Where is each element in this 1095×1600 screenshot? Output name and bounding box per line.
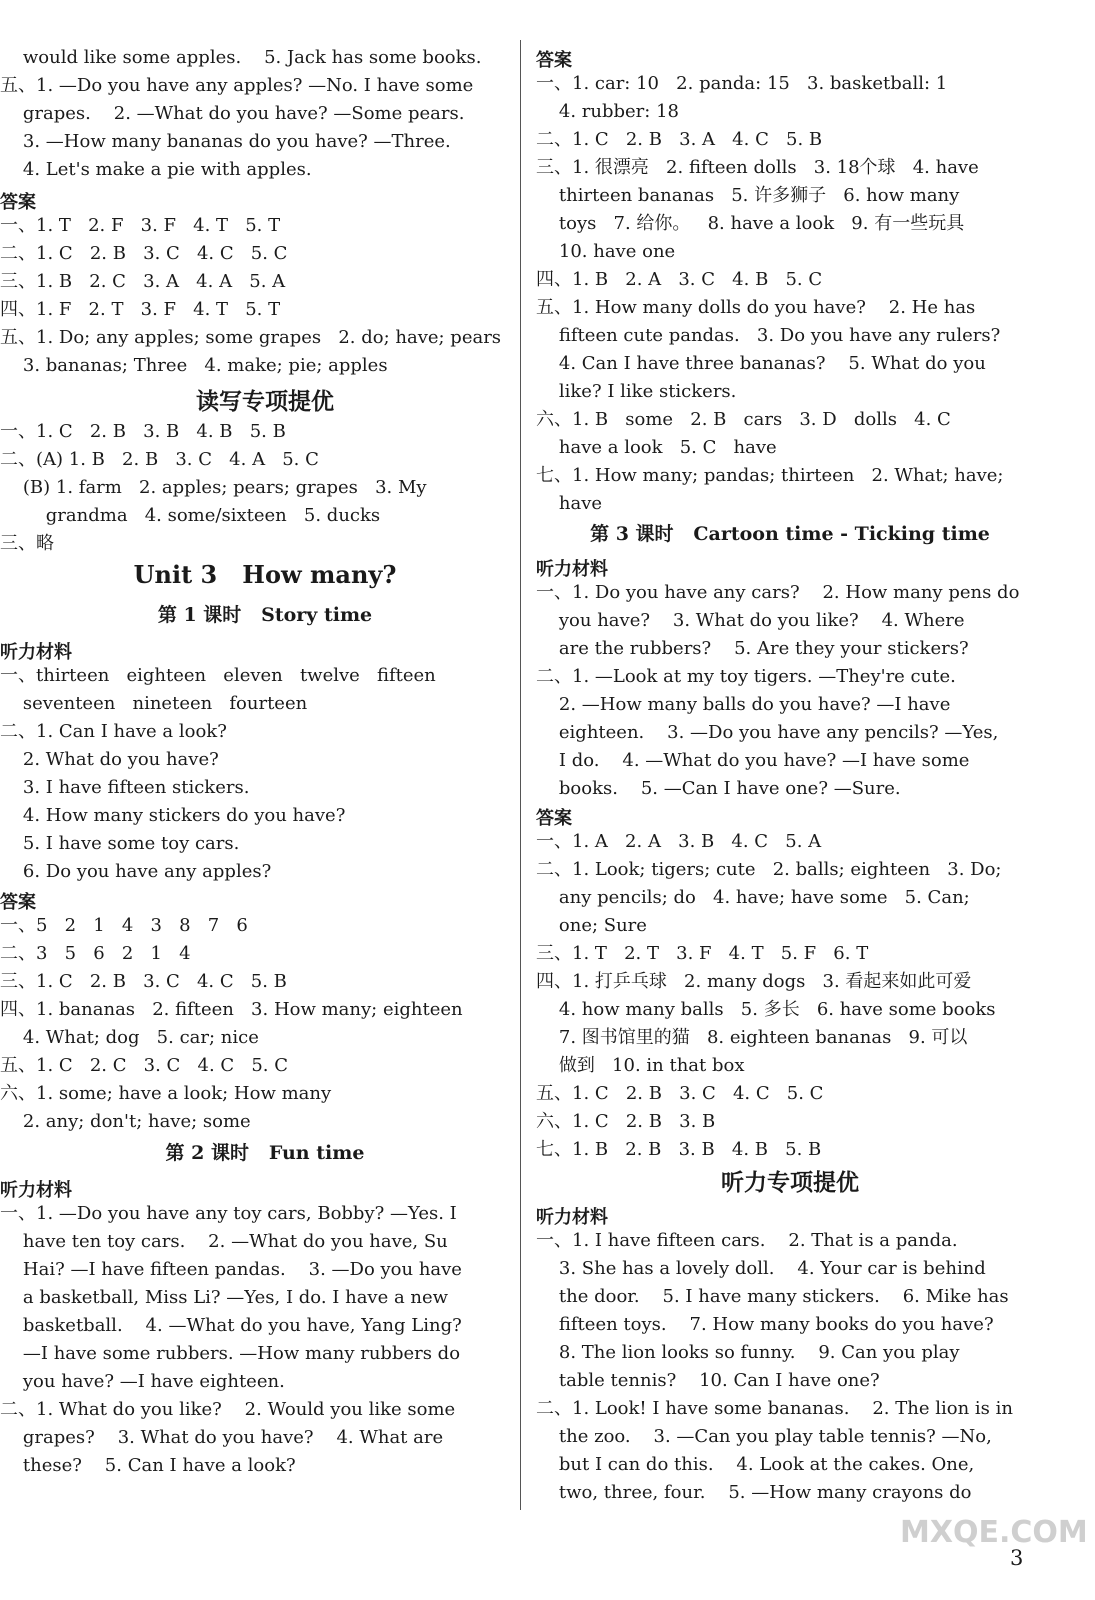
text-line: are the rubbers? 5. Are they your stickers? <box>536 638 969 659</box>
unit-title: Unit 3 How many? <box>133 560 397 589</box>
unit2-answers <box>0 212 501 380</box>
text-line: like? I like stickers. <box>536 381 737 402</box>
text-line: the zoo. 3. —Can you play table tennis? —No, <box>536 1426 992 1447</box>
section-title-listening: 听力专项提优 <box>721 1169 859 1196</box>
text-line: 七、1. B 2. B 3. B 4. B 5. B <box>536 1139 822 1160</box>
text-line: would like some apples. 5. Jack has some books. <box>0 47 482 68</box>
text-line: 5. I have some toy cars. <box>0 833 240 854</box>
listening-practice-material <box>536 1227 1013 1507</box>
text-line: 一、1. —Do you have any toy cars, Bobby? —Yes. I <box>0 1203 457 1224</box>
text-line: 4. Let's make a pie with apples. <box>0 159 312 180</box>
text-line: 一、1. A 2. A 3. B 4. C 5. A <box>536 831 822 852</box>
text-line: grandma 4. some/sixteen 5. ducks <box>0 505 381 526</box>
text-line: thirteen bananas 5. 许多狮子 6. how many <box>536 185 960 206</box>
text-line: 三、1. T 2. T 3. F 4. T 5. F 6. T <box>536 943 869 964</box>
text-line: 五、1. Do; any apples; some grapes 2. do; have; pears <box>0 327 502 348</box>
column-divider <box>520 40 521 1510</box>
text-line: 三、1. 很漂亮 2. fifteen dolls 3. 18个球 4. have <box>536 157 979 178</box>
answer-label: 答案 <box>0 192 36 213</box>
text-line: 4. What; dog 5. car; nice <box>0 1027 259 1048</box>
text-line: seventeen nineteen fourteen <box>0 693 308 714</box>
text-line: basketball. 4. —What do you have, Yang Ling? <box>0 1315 462 1336</box>
text-line: table tennis? 10. Can I have one? <box>536 1370 880 1391</box>
text-line: 二、1. Look! I have some bananas. 2. The lion is in <box>536 1398 1013 1419</box>
left-column <box>0 0 530 1600</box>
text-line: 三、略 <box>0 533 54 554</box>
text-line: the door. 5. I have many stickers. 6. Mike has <box>536 1286 1009 1307</box>
text-line: grapes? 3. What do you have? 4. What are <box>0 1427 444 1448</box>
text-line: 二、1. Look; tigers; cute 2. balls; eighteen 3. Do; <box>536 859 1002 880</box>
text-line: 6. Do you have any apples? <box>0 861 272 882</box>
lesson-3-listening-material <box>536 579 1019 803</box>
text-line: 二、1. C 2. B 3. A 4. C 5. B <box>536 129 823 150</box>
text-line: 2. —How many balls do you have? —I have <box>536 694 951 715</box>
text-line: 一、1. T 2. F 3. F 4. T 5. T <box>0 215 281 236</box>
right-column <box>530 0 1050 1600</box>
listening-material-label: 听力材料 <box>536 1207 608 1228</box>
text-line: fifteen cute pandas. 3. Do you have any rulers? <box>536 325 1001 346</box>
text-line: two, three, four. 5. —How many crayons do <box>536 1482 972 1503</box>
page-number: 3 <box>1010 1546 1024 1570</box>
text-line: 4. Can I have three bananas? 5. What do you <box>536 353 986 374</box>
text-line: but I can do this. 4. Look at the cakes. One, <box>536 1454 975 1475</box>
text-line: 7. 图书馆里的猫 8. eighteen bananas 9. 可以 <box>536 1027 968 1048</box>
text-line: 三、1. C 2. B 3. C 4. C 5. B <box>0 971 287 992</box>
text-line: 4. How many stickers do you have? <box>0 805 346 826</box>
text-line: have a look 5. C have <box>536 437 777 458</box>
text-line: Hai? —I have fifteen pandas. 3. —Do you have <box>0 1259 462 1280</box>
text-line: these? 5. Can I have a look? <box>0 1455 296 1476</box>
text-line: have <box>536 493 603 514</box>
lesson-1-answers <box>0 912 463 1136</box>
text-line: 五、1. —Do you have any apples? —No. I have some <box>0 75 474 96</box>
text-line: 二、1. What do you like? 2. Would you like some <box>0 1399 456 1420</box>
text-line: you have? 3. What do you like? 4. Where <box>536 610 965 631</box>
text-line: 四、1. F 2. T 3. F 4. T 5. T <box>0 299 281 320</box>
text-line: 二、3 5 6 2 1 4 <box>0 943 191 964</box>
section-title-reading-writing: 读写专项提优 <box>196 388 334 415</box>
text-line: 一、5 2 1 4 3 8 7 6 <box>0 915 248 936</box>
text-line: 六、1. some; have a look; How many <box>0 1083 332 1104</box>
text-line: fifteen toys. 7. How many books do you have? <box>536 1314 994 1335</box>
text-line: 六、1. C 2. B 3. B <box>536 1111 716 1132</box>
text-line: 五、1. C 2. C 3. C 4. C 5. C <box>0 1055 288 1076</box>
text-line: 二、1. —Look at my toy tigers. —They're cute. <box>536 666 956 687</box>
text-line: toys 7. 给你。 8. have a look 9. 有一些玩具 <box>536 213 965 234</box>
text-line: 3. bananas; Three 4. make; pie; apples <box>0 355 388 376</box>
lesson-1-title: 第 1 课时 Story time <box>157 604 373 626</box>
text-line: 六、1. B some 2. B cars 3. D dolls 4. C <box>536 409 951 430</box>
text-line: 五、1. How many dolls do you have? 2. He has <box>536 297 976 318</box>
text-line: (B) 1. farm 2. apples; pears; grapes 3. My <box>0 477 427 498</box>
text-line: 8. The lion looks so funny. 9. Can you play <box>536 1342 960 1363</box>
text-line: 三、1. B 2. C 3. A 4. A 5. A <box>0 271 286 292</box>
text-line: 四、1. bananas 2. fifteen 3. How many; eighteen <box>0 999 463 1020</box>
text-line: you have? —I have eighteen. <box>0 1371 285 1392</box>
lesson-2-title: 第 2 课时 Fun time <box>165 1142 365 1164</box>
text-line: 3. She has a lovely doll. 4. Your car is behind <box>536 1258 986 1279</box>
text-line: 3. —How many bananas do you have? —Three. <box>0 131 451 152</box>
lesson-2-listening-material <box>0 1200 462 1480</box>
text-line: 四、1. B 2. A 3. C 4. B 5. C <box>536 269 823 290</box>
text-line: 一、1. I have fifteen cars. 2. That is a panda. <box>536 1230 958 1251</box>
text-line: 3. I have fifteen stickers. <box>0 777 250 798</box>
text-line: 五、1. C 2. B 3. C 4. C 5. C <box>536 1083 824 1104</box>
reading-writing-answers <box>0 418 427 558</box>
text-line: eighteen. 3. —Do you have any pencils? —Yes, <box>536 722 999 743</box>
text-line: books. 5. —Can I have one? —Sure. <box>536 778 901 799</box>
answer-label: 答案 <box>536 50 572 71</box>
lesson-3-answers <box>536 828 1001 1164</box>
listening-material-label: 听力材料 <box>0 642 72 663</box>
text-line: 二、1. Can I have a look? <box>0 721 227 742</box>
text-line: grapes. 2. —What do you have? —Some pears. <box>0 103 465 124</box>
text-line: have ten toy cars. 2. —What do you have, Su <box>0 1231 448 1252</box>
listening-material-label: 听力材料 <box>0 1180 72 1201</box>
text-line: 一、1. car: 10 2. panda: 15 3. basketball: 1 <box>536 73 948 94</box>
lesson-2-answers <box>536 70 1003 518</box>
text-line: 10. have one <box>536 241 676 262</box>
text-line: 2. any; don't; have; some <box>0 1111 251 1132</box>
watermark-logo: MXQE.COM <box>900 1515 1088 1550</box>
text-line: 二、(A) 1. B 2. B 3. C 4. A 5. C <box>0 449 319 470</box>
text-line: I do. 4. —What do you have? —I have some <box>536 750 970 771</box>
listening-material-label: 听力材料 <box>536 559 608 580</box>
text-line: 一、1. Do you have any cars? 2. How many pens do <box>536 582 1020 603</box>
text-line: 二、1. C 2. B 3. C 4. C 5. C <box>0 243 288 264</box>
text-line: 做到 10. in that box <box>536 1055 745 1076</box>
lesson-3-title: 第 3 课时 Cartoon time - Ticking time <box>590 523 990 545</box>
text-line: 一、1. C 2. B 3. B 4. B 5. B <box>0 421 286 442</box>
lesson-1-listening-material <box>0 662 436 886</box>
text-line: 4. rubber: 18 <box>536 101 679 122</box>
text-line: —I have some rubbers. —How many rubbers do <box>0 1343 461 1364</box>
text-line: any pencils; do 4. have; have some 5. Can; <box>536 887 970 908</box>
answer-label: 答案 <box>536 808 572 829</box>
text-line: 4. how many balls 5. 多长 6. have some books <box>536 999 996 1020</box>
text-line: a basketball, Miss Li? —Yes, I do. I have a new <box>0 1287 449 1308</box>
text-line: one; Sure <box>536 915 647 936</box>
text-line: 一、thirteen eighteen eleven twelve fifteen <box>0 665 436 686</box>
unit2-exercise-5-tail <box>0 44 481 184</box>
answer-label: 答案 <box>0 892 36 913</box>
text-line: 四、1. 打乒乓球 2. many dogs 3. 看起来如此可爱 <box>536 971 972 992</box>
text-line: 七、1. How many; pandas; thirteen 2. What; have; <box>536 465 1004 486</box>
text-line: 2. What do you have? <box>0 749 219 770</box>
